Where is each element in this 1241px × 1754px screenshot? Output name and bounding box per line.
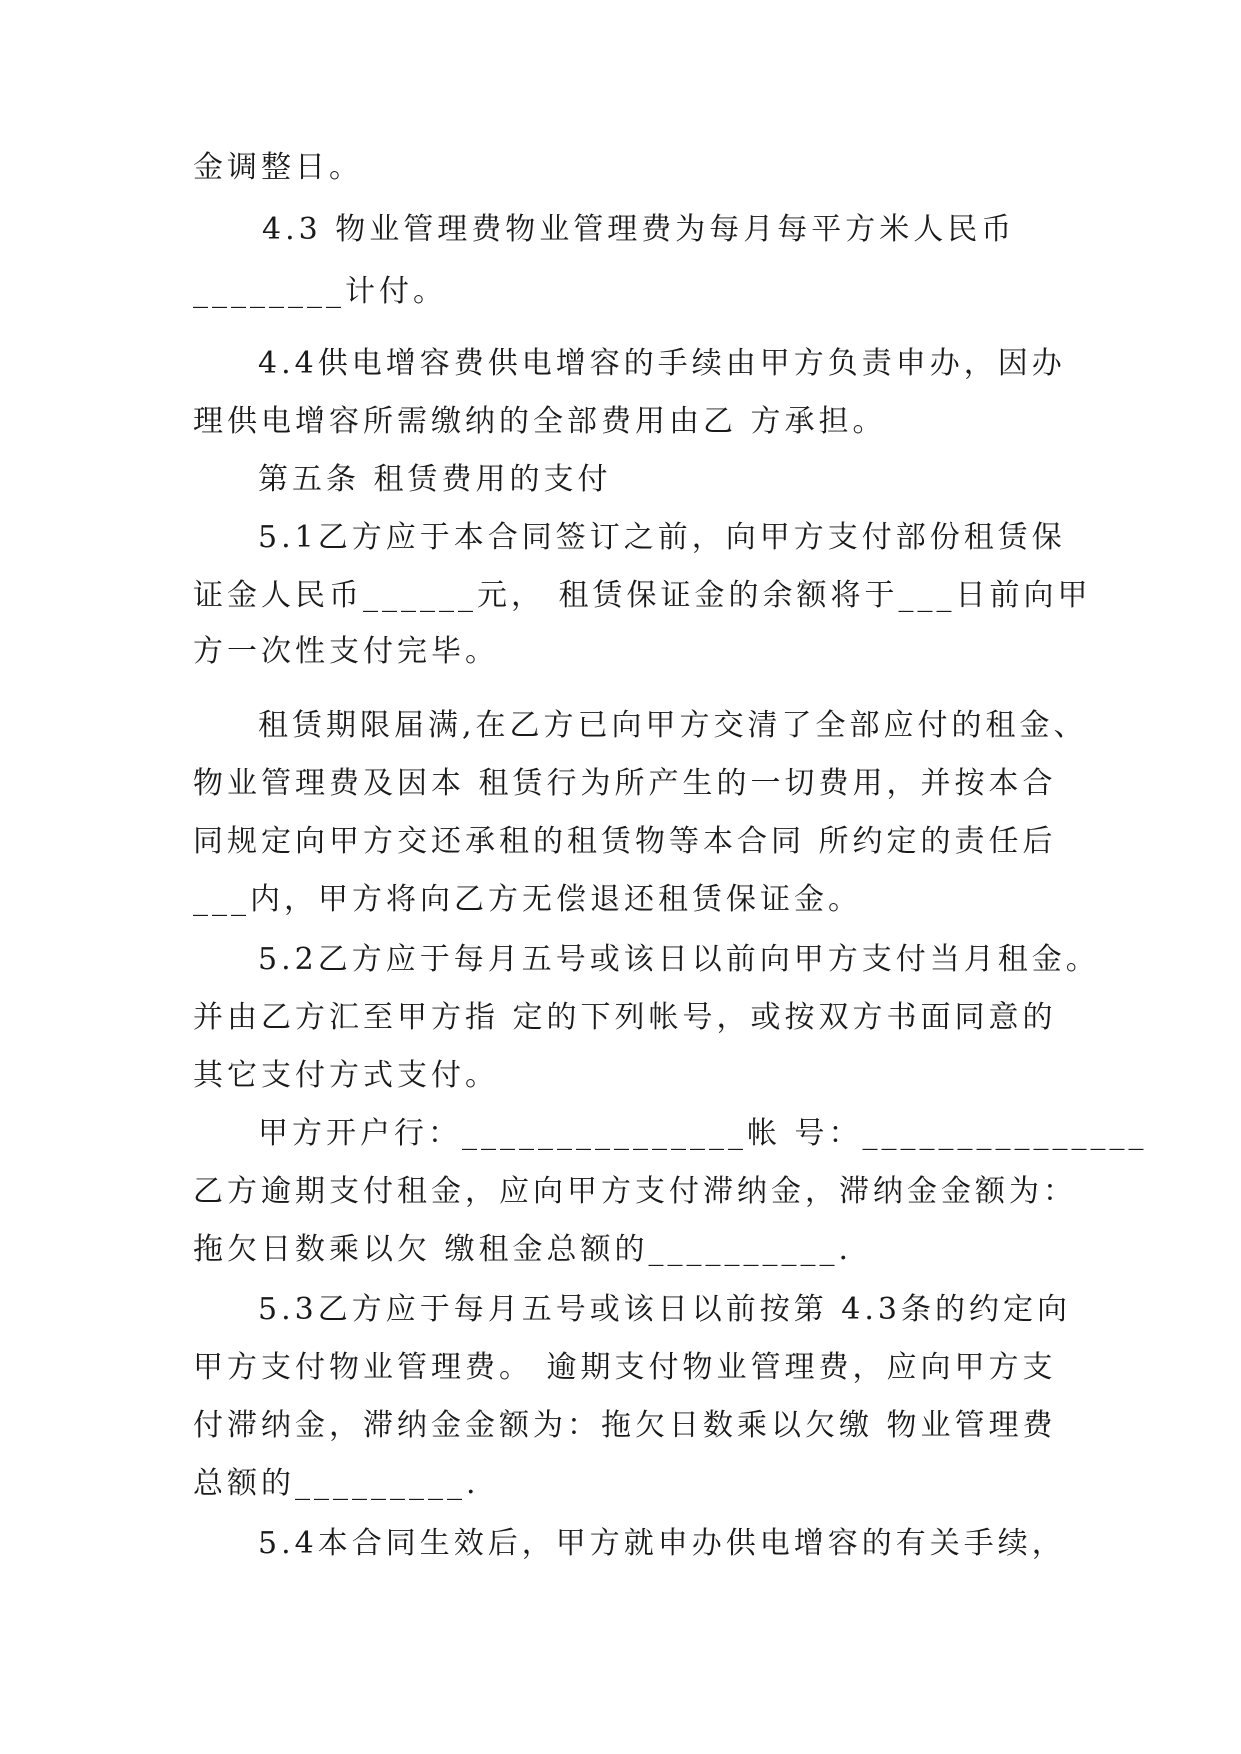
text-line: 甲方支付物业管理费。 逾期支付物业管理费，应向甲方支 xyxy=(193,1350,1057,1385)
text-line: 总额的_________. xyxy=(193,1466,480,1501)
text-line: 乙方逾期支付租金，应向甲方支付滞纳金，滞纳金金额为： xyxy=(193,1174,1077,1209)
text-line: 并由乙方汇至甲方指 定的下列帐号，或按双方书面同意的 xyxy=(193,1000,1057,1035)
text-line: 4.3 物业管理费物业管理费为每月每平方米人民币 xyxy=(262,212,1016,247)
text-line: 租赁期限届满,在乙方已向甲方交清了全部应付的租金、 xyxy=(258,708,1088,743)
text-line: 5.4本合同生效后，甲方就申办供电增容的有关手续， xyxy=(258,1526,1066,1561)
text-line: 5.1乙方应于本合同签订之前，向甲方支付部份租赁保 xyxy=(258,520,1066,555)
text-line: 其它支付方式支付。 xyxy=(193,1058,499,1093)
text-line: 4.4供电增容费供电增容的手续由甲方负责申办，因办 xyxy=(258,346,1066,381)
text-line: 付滞纳金，滞纳金金额为：拖欠日数乘以欠缴 物业管理费 xyxy=(193,1408,1057,1443)
section-heading: 第五条 租赁费用的支付 xyxy=(258,462,612,497)
text-line: 理供电增容所需缴纳的全部费用由乙 方承担。 xyxy=(193,404,887,439)
text-line: 5.2乙方应于每月五号或该日以前向甲方支付当月租金。 xyxy=(258,942,1100,977)
text-line: 甲方开户行：_______________帐 号：_______________ xyxy=(258,1116,1148,1151)
text-line: 证金人民币______元， 租赁保证金的余额将于___日前向甲 xyxy=(193,578,1092,613)
text-line: 5.3乙方应于每月五号或该日以前按第 4.3条的约定向 xyxy=(258,1292,1071,1327)
text-line: 同规定向甲方交还承租的租赁物等本合同 所约定的责任后 xyxy=(193,824,1057,859)
text-line: 拖欠日数乘以欠 缴租金总额的__________. xyxy=(193,1232,853,1267)
text-line: 金调整日。 xyxy=(193,150,363,185)
text-line: 方一次性支付完毕。 xyxy=(193,634,499,669)
text-line: ___内，甲方将向乙方无偿退还租赁保证金。 xyxy=(193,882,862,917)
text-line: 物业管理费及因本 租赁行为所产生的一切费用，并按本合 xyxy=(193,766,1057,801)
text-line: ________计付。 xyxy=(193,274,447,309)
